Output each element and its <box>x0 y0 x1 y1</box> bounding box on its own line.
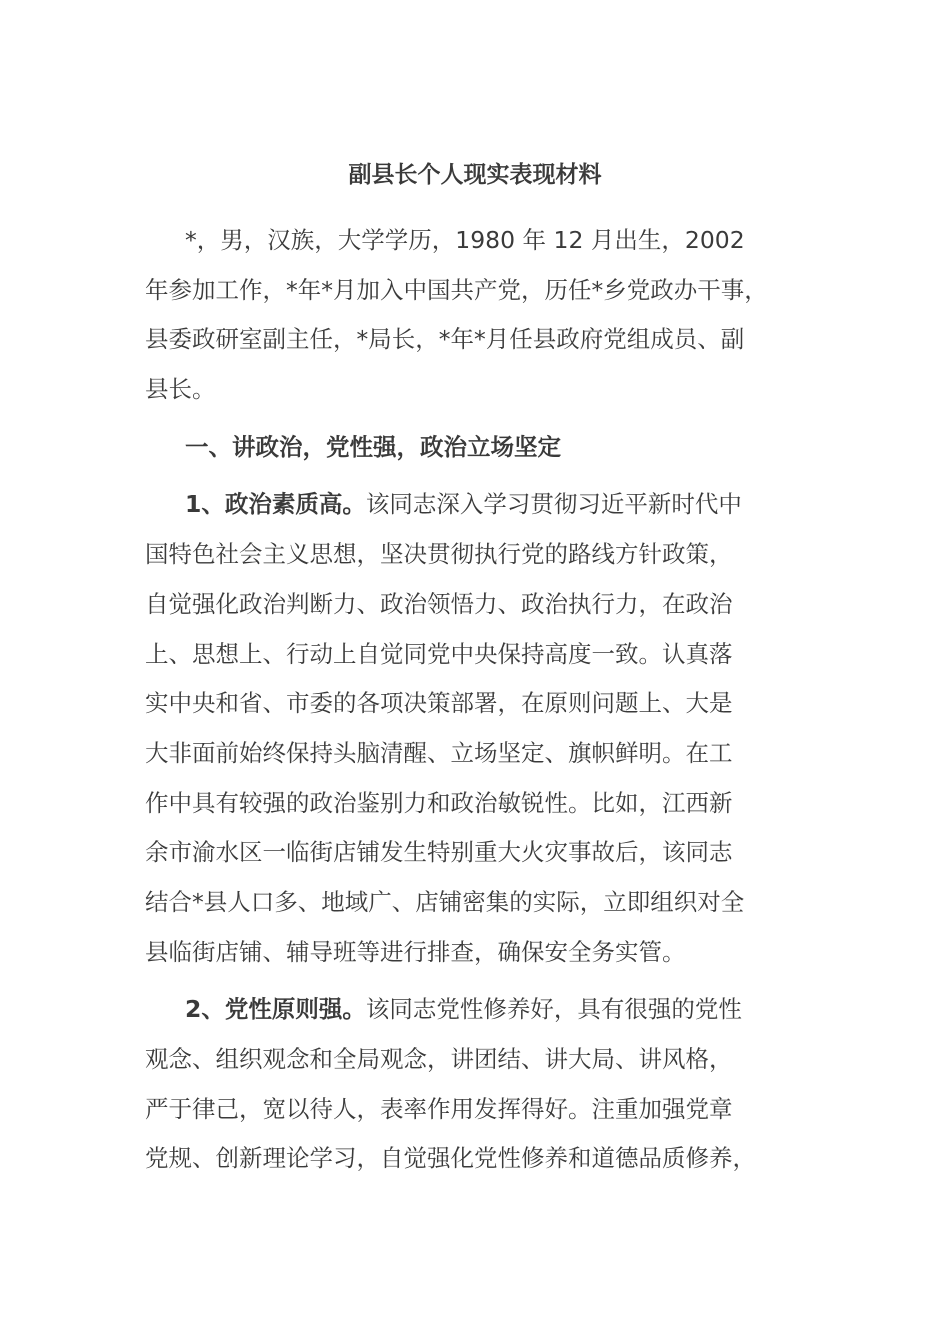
point-2-paragraph <box>145 985 825 1184</box>
point-1-line: 作中具有较强的政治鉴别力和政治敏锐性。比如，江西新 <box>145 788 733 817</box>
point-2-line: 观念、组织观念和全局观念，讲团结、讲大局、讲风格， <box>145 1045 733 1073</box>
document-body <box>145 216 825 1184</box>
document-title: 副县长个人现实表现材料 <box>348 162 602 188</box>
point-1-first-text: 该同志深入学习贯彻习近平新时代中 <box>365 490 742 519</box>
intro-line: *，男，汉族，大学学历，1980 年 12 月出生，2002 <box>185 226 745 254</box>
point-2-lead: 2、党性原则强。 <box>185 995 366 1024</box>
point-1-first-line <box>145 480 825 530</box>
intro-line: 年参加工作，*年*月加入中国共产党，历任*乡党政办干事， <box>145 275 768 304</box>
point-2-first-text: 该同志党性修养好，具有很强的党性 <box>365 995 742 1024</box>
intro-line: 县委政研室副主任，*局长，*年*月任县政府党组成员、副 <box>145 325 745 354</box>
point-1-line: 国特色社会主义思想，坚决贯彻执行党的路线方针政策， <box>145 540 733 569</box>
point-1-line: 结合*县人口多、地域广、店铺密集的实际，立即组织对全 <box>145 887 745 916</box>
point-1-line: 余市渝水区一临街店铺发生特别重大火灾事故后，该同志 <box>145 838 733 867</box>
point-2-line: 党规、创新理论学习，自觉强化党性修养和道德品质修养， <box>145 1144 756 1173</box>
intro-paragraph <box>145 216 825 415</box>
point-2-line: 严于律己，宽以待人，表率作用发挥得好。注重加强党章 <box>145 1094 733 1123</box>
point-2-first-line <box>145 985 825 1035</box>
intro-line: 县长。 <box>145 375 216 404</box>
point-1-line: 县临街店铺、辅导班等进行排查，确保安全务实管。 <box>145 937 686 966</box>
section-heading: 一、讲政治，党性强，政治立场坚定 <box>185 432 561 461</box>
point-1-line: 实中央和省、市委的各项决策部署，在原则问题上、大是 <box>145 689 733 718</box>
point-1-line: 上、思想上、行动上自觉同党中央保持高度一致。认真落 <box>145 639 733 668</box>
point-1-paragraph <box>145 480 825 977</box>
point-1-line: 自觉强化政治判断力、政治领悟力、政治执行力，在政治 <box>145 589 733 618</box>
point-1-lead: 1、政治素质高。 <box>185 490 366 519</box>
point-1-line: 大非面前始终保持头脑清醒、立场坚定、旗帜鲜明。在工 <box>145 738 733 767</box>
